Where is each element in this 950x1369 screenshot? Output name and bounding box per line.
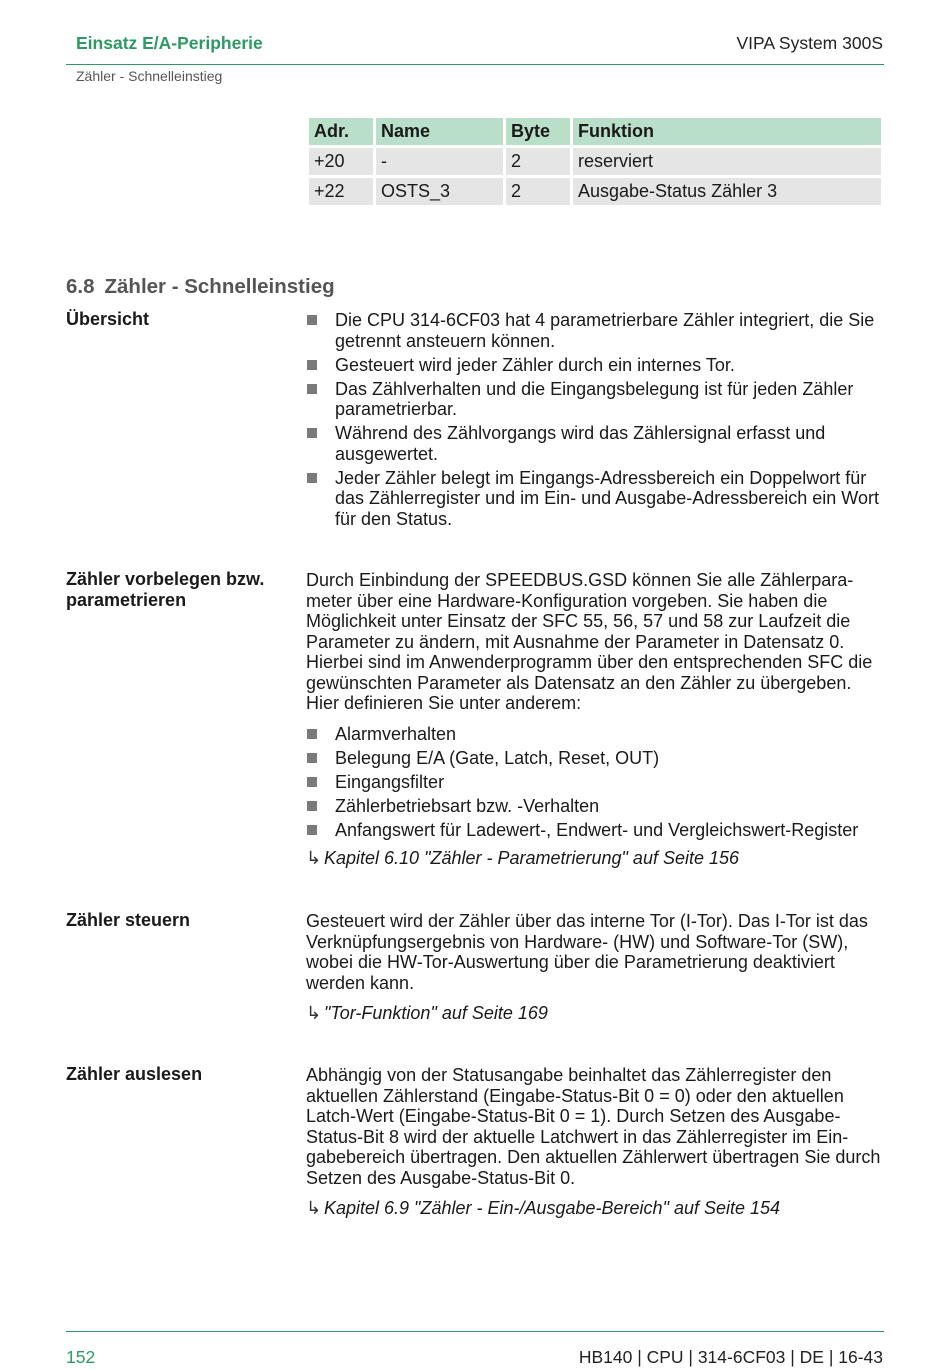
read-block bbox=[306, 1065, 886, 1219]
section-number: 6.8 bbox=[66, 275, 95, 298]
control-text: Gesteuert wird der Zähler über das interne Tor (I-Tor). Das I-Tor ist das Verknüpfungsergebnis von Hardware- (HW) und Software-Tor (SW), wobei die HW-Tor-Auswertung über die Parametrierung deaktiviert werden kann. bbox=[306, 911, 868, 993]
preset-text: Durch Einbindung der SPEEDBUS.GSD können Sie alle Zählerparameter über eine Hardware-Konfiguration vorgeben. Sie haben die Möglichkeit unter Einsatz der SFC 55, 56, 57 und 58 zur Laufzeit die Parameter zu ändern, mit Ausnahme der Parameter in Datensatz 0. Hierbei sind im Anwenderprogramm über den entsprechenden SFC die gewünschten Parameter als Datensatz an den Zähler zu übergeben. Hier definieren Sie unter anderem: bbox=[306, 570, 873, 713]
list-item: Zählerbetriebsart bzw. -Verhalten bbox=[306, 796, 886, 817]
read-reference-link[interactable] bbox=[306, 1198, 886, 1219]
link-arrow-icon: ↳ bbox=[306, 1003, 322, 1023]
section-title: Zähler - Schnelleinstieg bbox=[104, 275, 335, 298]
reference-text: Kapitel 6.9 "Zähler - Ein-/Ausgabe-Bereich" auf Seite 154 bbox=[324, 1198, 781, 1218]
product-name: VIPA System 300S bbox=[736, 33, 883, 53]
table-cell: 2 bbox=[506, 178, 570, 205]
preset-label-line: parametrieren bbox=[66, 590, 187, 610]
list-item: Gesteuert wird jeder Zähler durch ein internes Tor. bbox=[306, 355, 886, 376]
table-cell: OSTS_3 bbox=[376, 178, 503, 205]
footer-rule bbox=[66, 1331, 884, 1332]
link-arrow-icon: ↳ bbox=[306, 848, 322, 868]
overview-list bbox=[306, 310, 886, 529]
preset-list bbox=[306, 724, 886, 841]
list-item: Während des Zählvorgangs wird das Zählersignal erfasst und ausgewertet. bbox=[306, 423, 886, 464]
list-item: Belegung E/A (Gate, Latch, Reset, OUT) bbox=[306, 748, 886, 769]
list-item: Jeder Zähler belegt im Eingangs-Adressbereich ein Doppelwort für das Zählerregister und im Ein- und Ausgabe-Adressbereich ein Wort für den Status. bbox=[306, 468, 886, 530]
table-header-row bbox=[309, 118, 881, 145]
chapter-title: Einsatz E/A-Peripherie bbox=[76, 33, 263, 53]
preset-block bbox=[306, 570, 886, 869]
table-cell: 2 bbox=[506, 148, 570, 175]
preset-label-line: Zähler vorbelegen bzw. bbox=[66, 569, 265, 589]
preset-reference-link[interactable] bbox=[306, 848, 886, 869]
list-item: Die CPU 314-6CF03 hat 4 parametrierbare Zähler integriert, die Sie getrennt ansteuern können. bbox=[306, 310, 886, 351]
reference-text: "Tor-Funktion" auf Seite 169 bbox=[324, 1003, 548, 1023]
table-cell: reserviert bbox=[573, 148, 881, 175]
table-row bbox=[309, 148, 881, 175]
section-heading bbox=[66, 275, 335, 299]
column-header: Funktion bbox=[573, 118, 881, 145]
document-id: HB140 | CPU | 314-6CF03 | DE | 16-43 bbox=[578, 1347, 883, 1367]
column-header: Adr. bbox=[309, 118, 373, 145]
link-arrow-icon: ↳ bbox=[306, 1198, 322, 1218]
table-cell: +22 bbox=[309, 178, 373, 205]
address-table bbox=[306, 115, 884, 208]
column-header: Name bbox=[376, 118, 503, 145]
header-section: Zähler - Schnelleinstieg bbox=[76, 68, 223, 84]
list-item: Eingangsfilter bbox=[306, 772, 886, 793]
list-item: Das Zählverhalten und die Eingangsbelegung ist für jeden Zähler parametrierbar. bbox=[306, 379, 886, 420]
column-header: Byte bbox=[506, 118, 570, 145]
preset-label bbox=[66, 569, 291, 611]
overview-label: Übersicht bbox=[66, 309, 150, 329]
header-rule bbox=[66, 64, 884, 65]
list-item: Alarmverhalten bbox=[306, 724, 886, 745]
read-text: Abhängig von der Statusangabe beinhaltet das Zählerregister den aktuellen Zählerstand (Eingabe-Status-Bit 0 = 0) oder den aktuellen Latch-Wert (Eingabe-Status-Bit 0 = 1). Durch Setzen des Ausgabe-Status-Bit 8 wird der aktuelle Latchwert in das Zählerregister im Eingabebereich übertragen. Den aktuellen Zählerwert übertragen Sie durch Setzen des Ausgabe-Status-Bit 0. bbox=[306, 1065, 881, 1188]
table-row bbox=[309, 178, 881, 205]
reference-text: Kapitel 6.10 "Zähler - Parametrierung" auf Seite 156 bbox=[324, 848, 740, 868]
control-block bbox=[306, 911, 886, 1024]
page-number: 152 bbox=[66, 1347, 96, 1367]
overview-block bbox=[306, 310, 886, 533]
control-reference-link[interactable] bbox=[306, 1003, 886, 1024]
read-label: Zähler auslesen bbox=[66, 1064, 203, 1084]
list-item: Anfangswert für Ladewert-, Endwert- und Vergleichswert-Register bbox=[306, 820, 886, 841]
table-cell: Ausgabe-Status Zähler 3 bbox=[573, 178, 881, 205]
control-label: Zähler steuern bbox=[66, 910, 191, 930]
table-cell: - bbox=[376, 148, 503, 175]
table-cell: +20 bbox=[309, 148, 373, 175]
